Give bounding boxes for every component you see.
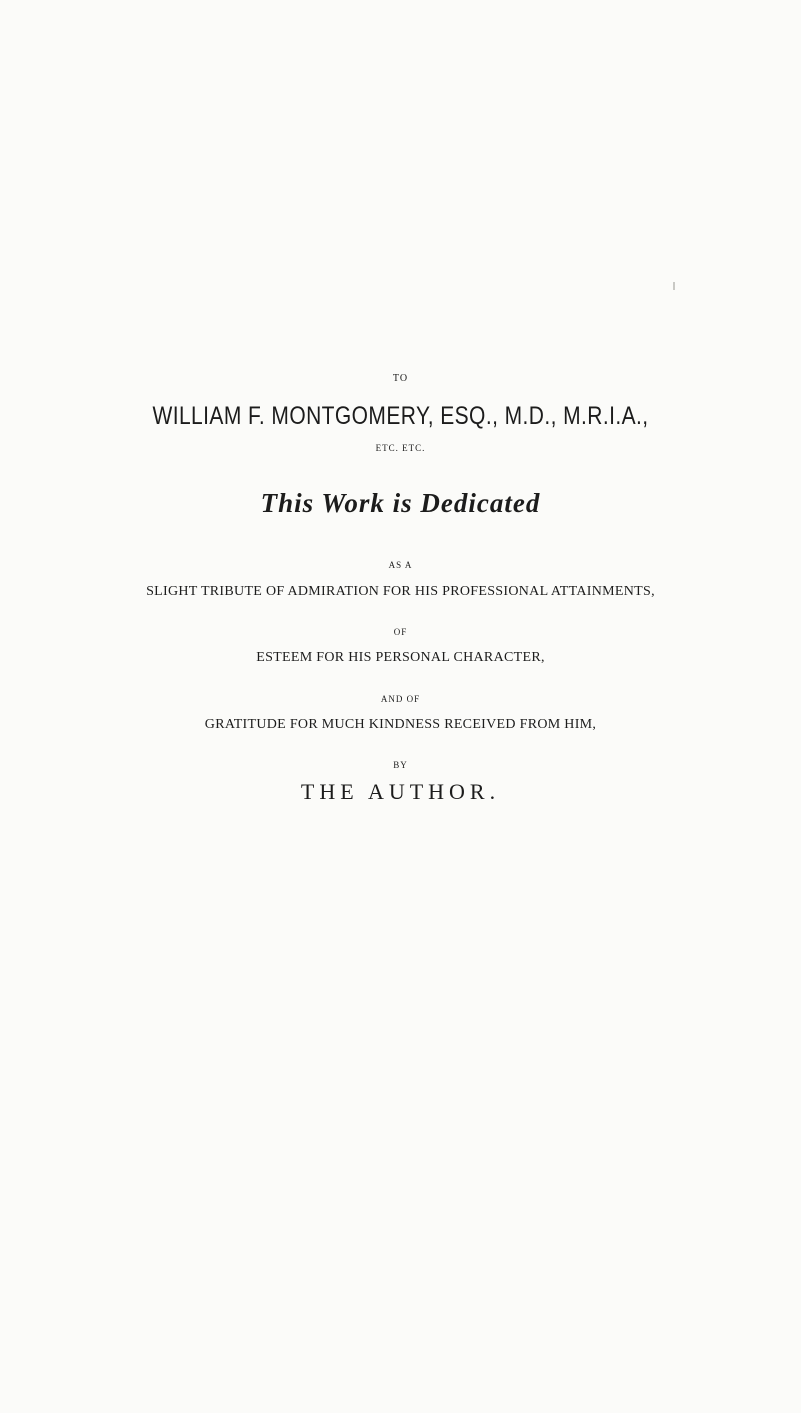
- dedicated-heading: This Work is Dedicated: [260, 488, 541, 518]
- author-signature: THE AUTHOR.: [300, 779, 501, 804]
- gratitude-line: GRATITUDE FOR MUCH KINDNESS RECEIVED FROM HIM,: [204, 717, 597, 732]
- as-a-label: AS A: [388, 560, 413, 570]
- paper-speck: [673, 282, 675, 290]
- by-label: BY: [393, 760, 408, 770]
- of-label: OF: [393, 627, 408, 637]
- etc-label: ETC. ETC.: [375, 443, 426, 453]
- tribute-line: SLIGHT TRIBUTE OF ADMIRATION FOR HIS PROFESSIONAL ATTAINMENTS,: [146, 584, 655, 599]
- recipient-name: WILLIAM F. MONTGOMERY, ESQ., M.D., M.R.I.A.,: [152, 402, 649, 430]
- and-of-label: AND OF: [380, 694, 421, 704]
- esteem-line: ESTEEM FOR HIS PERSONAL CHARACTER,: [256, 650, 545, 665]
- to-label: TO: [392, 373, 409, 384]
